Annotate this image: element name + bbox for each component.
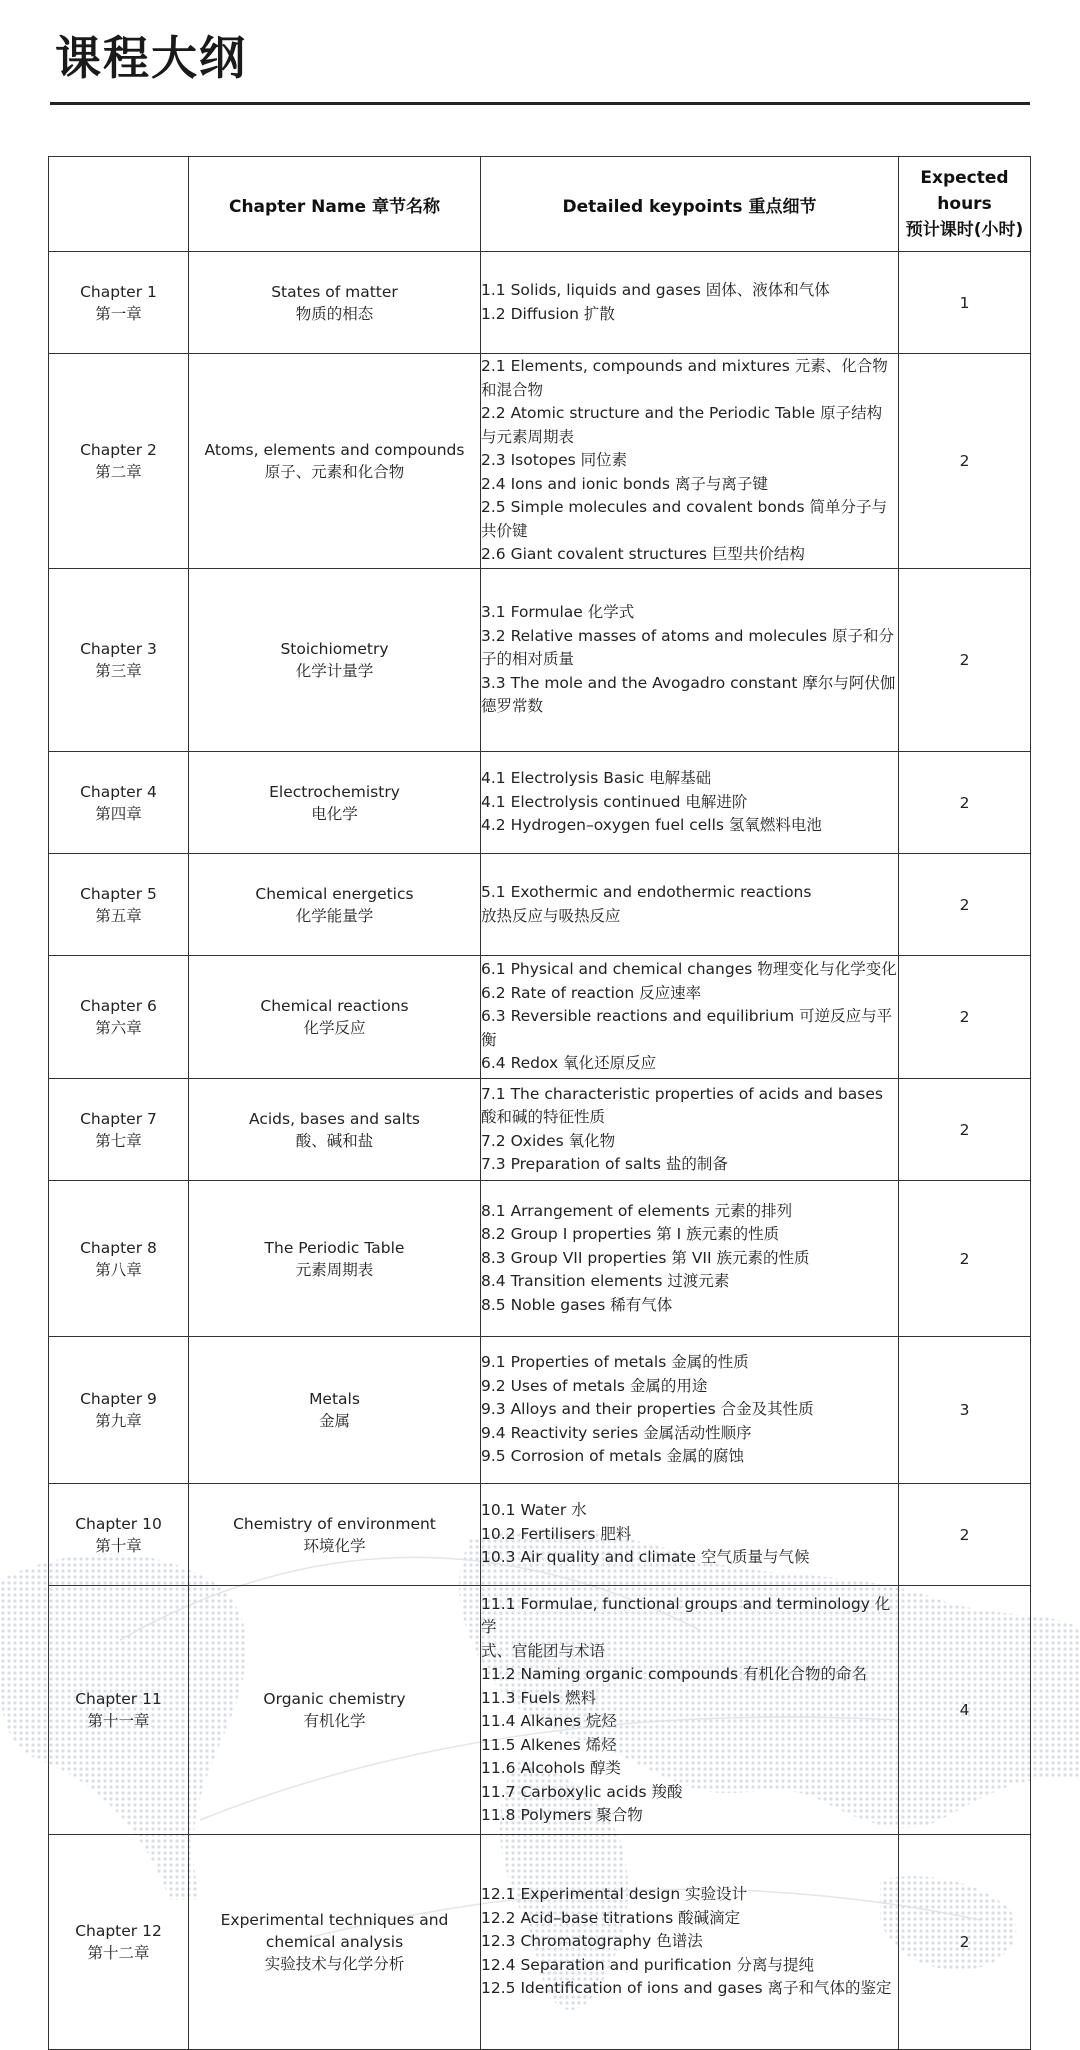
table-row [49, 1181, 1031, 1337]
chapter-name-text: 元素周期表 [295, 1260, 374, 1279]
keypoint-line: 共价键 [481, 521, 528, 540]
expected-hours-cell: 2 [899, 569, 1031, 752]
table-row [49, 1079, 1031, 1181]
keypoint-line: 2.1 Elements, compounds and mixtures 元素、化合物 [481, 357, 888, 376]
header-hours-line: 预计课时(小时) [905, 220, 1024, 240]
keypoint-line: 7.3 Preparation of salts 盐的制备 [481, 1155, 728, 1173]
table-row [49, 854, 1031, 956]
chapter-name-text: Electrochemistry [269, 782, 400, 801]
chapter-number-text: Chapter 11 [75, 1690, 162, 1708]
keypoint-line: 6.4 Redox 氧化还原反应 [481, 1054, 657, 1073]
keypoints-cell [481, 1484, 899, 1586]
chapter-number-cell [49, 569, 189, 752]
keypoint-line: 8.1 Arrangement of elements 元素的排列 [481, 1201, 793, 1220]
chapter-number-text: 第二章 [95, 463, 142, 481]
chapter-number-text: 第十一章 [87, 1712, 150, 1730]
keypoint-line: 德罗常数 [481, 697, 544, 716]
chapter-number-cell [49, 752, 189, 854]
table-row [49, 1484, 1031, 1586]
chapter-number-text: Chapter 8 [80, 1238, 157, 1257]
keypoint-line: 9.2 Uses of metals 金属的用途 [481, 1376, 708, 1395]
expected-hours-cell: 2 [899, 956, 1031, 1079]
chapter-name-text: Chemistry of environment [233, 1514, 436, 1533]
chapter-number-text: 第七章 [95, 1131, 142, 1150]
keypoint-line: 5.1 Exothermic and endothermic reactions [481, 883, 812, 901]
keypoint-line: 6.2 Rate of reaction 反应速率 [481, 983, 702, 1002]
keypoint-line: 子的相对质量 [481, 650, 575, 669]
keypoint-line: 9.4 Reactivity series 金属活动性顺序 [481, 1423, 752, 1442]
chapter-name-cell [189, 1337, 481, 1484]
keypoint-line: 1.1 Solids, liquids and gases 固体、液体和气体 [481, 281, 830, 299]
table-row [49, 1337, 1031, 1484]
keypoints-cell [481, 1835, 899, 2050]
keypoint-line: 11.1 Formulae, functional groups and terminology 化学 [481, 1594, 891, 1636]
chapter-name-text: 金属 [318, 1412, 350, 1430]
chapter-name-text: 化学计量学 [295, 662, 374, 680]
keypoint-line: 2.5 Simple molecules and covalent bonds 简单分子与 [481, 498, 887, 517]
chapter-number-text: Chapter 1 [80, 282, 157, 301]
chapter-number-text: Chapter 12 [75, 1922, 162, 1940]
expected-hours-cell: 3 [899, 1337, 1031, 1484]
chapter-number-cell [49, 956, 189, 1079]
keypoints-cell [481, 752, 899, 854]
keypoint-line: 4.2 Hydrogen–oxygen fuel cells 氢氧燃料电池 [481, 816, 822, 835]
chapter-name-cell [189, 354, 481, 569]
page-title: 课程大纲 [55, 31, 247, 85]
keypoint-line: 10.1 Water 水 [481, 1501, 587, 1520]
chapter-name-cell [189, 1484, 481, 1586]
chapter-name-text: 实验技术与化学分析 [264, 1955, 405, 1973]
keypoint-line: 11.4 Alkanes 烷烃 [481, 1712, 617, 1730]
chapter-number-cell [49, 1337, 189, 1484]
header-chapter-cell [49, 157, 189, 252]
chapter-number-text: Chapter 10 [75, 1514, 162, 1533]
header-keypoints: Detailed keypoints 重点细节 [481, 157, 899, 252]
title-divider [50, 102, 1030, 105]
table-row [49, 1835, 1031, 2050]
keypoint-line: 11.5 Alkenes 烯烃 [481, 1735, 617, 1754]
keypoint-line: 2.2 Atomic structure and the Periodic Table 原子结构 [481, 404, 883, 423]
keypoint-line: 11.7 Carboxylic acids 羧酸 [481, 1782, 683, 1801]
chapter-name-cell [189, 1586, 481, 1835]
keypoint-line: 酸和碱的特征性质 [481, 1108, 606, 1126]
chapter-number-text: 第十二章 [87, 1944, 150, 1962]
table-row [49, 569, 1031, 752]
chapter-number-text: Chapter 9 [80, 1390, 157, 1408]
keypoint-line: 1.2 Diffusion 扩散 [481, 304, 615, 323]
chapter-number-text: Chapter 3 [80, 640, 157, 658]
keypoint-line: 3.3 The mole and the Avogadro constant 摩尔与阿伏伽 [481, 673, 896, 692]
keypoint-line: 4.1 Electrolysis Basic 电解基础 [481, 769, 712, 788]
table-row [49, 956, 1031, 1079]
keypoint-line: 12.2 Acid–base titrations 酸碱滴定 [481, 1908, 741, 1927]
keypoint-line: 9.3 Alloys and their properties 合金及其性质 [481, 1400, 814, 1419]
chapter-name-text: 环境化学 [303, 1536, 366, 1555]
keypoint-line: 3.2 Relative masses of atoms and molecules 原子和分 [481, 626, 895, 645]
keypoints-cell [481, 1586, 899, 1835]
keypoint-line: 8.2 Group I properties 第 I 族元素的性质 [481, 1225, 780, 1244]
keypoint-line: 3.1 Formulae 化学式 [481, 603, 635, 622]
chapter-name-text: 化学能量学 [295, 906, 374, 925]
chapter-number-text: Chapter 7 [80, 1109, 157, 1128]
chapter-name-text: Chemical reactions [260, 997, 409, 1015]
header-hours-line: hours [937, 194, 992, 214]
keypoint-line: 12.5 Identification of ions and gases 离子和气体的鉴定 [481, 1979, 892, 1998]
table-row [49, 752, 1031, 854]
keypoint-line: 11.6 Alcohols 醇类 [481, 1759, 621, 1777]
keypoints-cell [481, 1337, 899, 1484]
chapter-name-text: 有机化学 [303, 1712, 366, 1730]
keypoints-cell [481, 854, 899, 956]
chapter-name-cell [189, 956, 481, 1079]
keypoint-line: 8.4 Transition elements 过渡元素 [481, 1272, 730, 1291]
chapter-name-text: Acids, bases and salts [249, 1109, 420, 1128]
chapter-name-text: States of matter [271, 282, 398, 301]
chapter-name-text: Atoms, elements and compounds [204, 441, 465, 459]
keypoint-line: 2.4 Ions and ionic bonds 离子与离子键 [481, 474, 768, 493]
chapter-number-cell [49, 854, 189, 956]
chapter-number-text: Chapter 6 [80, 997, 157, 1015]
header-expected-hours [899, 157, 1031, 252]
keypoint-line: 12.4 Separation and purification 分离与提纯 [481, 1955, 814, 1974]
keypoint-line: 6.1 Physical and chemical changes 物理变化与化学变化 [481, 960, 897, 979]
table-row [49, 252, 1031, 354]
chapter-name-text: chemical analysis [265, 1933, 404, 1951]
chapter-number-text: 第八章 [95, 1260, 142, 1279]
chapter-name-cell [189, 1079, 481, 1181]
keypoint-line: 10.2 Fertilisers 肥料 [481, 1524, 632, 1543]
keypoint-line: 7.1 The characteristic properties of acids and bases [481, 1084, 883, 1103]
expected-hours-cell: 2 [899, 752, 1031, 854]
chapter-number-text: 第六章 [95, 1019, 142, 1037]
keypoint-line: 10.3 Air quality and climate 空气质量与气候 [481, 1548, 810, 1567]
keypoint-line: 11.3 Fuels 燃料 [481, 1688, 597, 1707]
expected-hours-cell: 2 [899, 1484, 1031, 1586]
chapter-number-text: Chapter 2 [80, 441, 157, 459]
chapter-number-text: Chapter 4 [80, 782, 157, 801]
table-row [49, 354, 1031, 569]
keypoint-line: 4.1 Electrolysis continued 电解进阶 [481, 792, 748, 811]
keypoint-line: 11.8 Polymers 聚合物 [481, 1806, 643, 1824]
keypoints-cell [481, 956, 899, 1079]
expected-hours-cell: 1 [899, 252, 1031, 354]
table-header-row [49, 157, 1031, 252]
chapter-number-text: 第四章 [95, 804, 142, 823]
keypoints-cell [481, 252, 899, 354]
keypoint-line: 8.5 Noble gases 稀有气体 [481, 1295, 673, 1314]
chapter-number-text: 第三章 [95, 662, 142, 680]
expected-hours-cell: 2 [899, 1181, 1031, 1337]
chapter-name-cell [189, 1835, 481, 2050]
chapter-name-text: Chemical energetics [255, 884, 414, 903]
keypoints-cell [481, 354, 899, 569]
keypoint-line: 2.3 Isotopes 同位素 [481, 451, 628, 470]
keypoint-line: 2.6 Giant covalent structures 巨型共价结构 [481, 545, 805, 564]
chapter-name-text: The Periodic Table [264, 1238, 405, 1257]
chapter-number-cell [49, 1484, 189, 1586]
keypoint-line: 式、官能团与术语 [481, 1641, 606, 1660]
chapter-name-text: Organic chemistry [263, 1690, 406, 1708]
chapter-number-cell [49, 1181, 189, 1337]
keypoint-line: 12.1 Experimental design 实验设计 [481, 1885, 748, 1904]
chapter-number-text: 第一章 [95, 304, 142, 323]
chapter-name-text: Metals [309, 1390, 360, 1408]
chapter-number-cell [49, 354, 189, 569]
chapter-number-text: 第十章 [95, 1536, 142, 1555]
keypoint-line: 6.3 Reversible reactions and equilibrium 可逆反应与平 [481, 1007, 893, 1026]
expected-hours-cell: 2 [899, 854, 1031, 956]
header-chapter-name: Chapter Name 章节名称 [189, 157, 481, 252]
keypoint-line: 和混合物 [481, 380, 544, 399]
chapter-name-cell [189, 854, 481, 956]
chapter-name-cell [189, 569, 481, 752]
chapter-number-cell [49, 1586, 189, 1835]
keypoints-cell [481, 1181, 899, 1337]
expected-hours-cell: 2 [899, 1079, 1031, 1181]
chapter-name-text: 酸、碱和盐 [295, 1131, 374, 1150]
chapter-number-cell [49, 252, 189, 354]
expected-hours-cell: 2 [899, 1835, 1031, 2050]
keypoint-line: 9.1 Properties of metals 金属的性质 [481, 1353, 749, 1372]
chapter-number-cell [49, 1835, 189, 2050]
expected-hours-cell: 2 [899, 354, 1031, 569]
chapter-name-text: 物质的相态 [295, 304, 374, 323]
chapter-name-text: Stoichiometry [280, 640, 389, 658]
keypoints-cell [481, 569, 899, 752]
chapter-name-text: 化学反应 [303, 1019, 366, 1037]
chapter-name-text: 电化学 [311, 804, 358, 823]
chapter-number-text: 第五章 [95, 906, 142, 925]
keypoint-line: 9.5 Corrosion of metals 金属的腐蚀 [481, 1447, 745, 1466]
table-row [49, 1586, 1031, 1835]
chapter-number-text: 第九章 [95, 1412, 142, 1430]
keypoint-line: 放热反应与吸热反应 [481, 906, 621, 925]
chapter-name-text: 原子、元素和化合物 [264, 463, 405, 481]
keypoint-line: 12.3 Chromatography 色谱法 [481, 1932, 703, 1951]
chapter-name-cell [189, 752, 481, 854]
keypoint-line: 7.2 Oxides 氧化物 [481, 1131, 616, 1150]
keypoint-line: 衡 [481, 1030, 497, 1049]
chapter-name-cell [189, 252, 481, 354]
chapter-number-cell [49, 1079, 189, 1181]
keypoint-line: 11.2 Naming organic compounds 有机化合物的命名 [481, 1665, 867, 1683]
chapter-number-text: Chapter 5 [80, 884, 157, 903]
keypoints-cell [481, 1079, 899, 1181]
chapter-name-text: Experimental techniques and [220, 1911, 449, 1929]
header-hours-line: Expected [920, 168, 1009, 188]
syllabus-table [48, 156, 1031, 2050]
chapter-name-cell [189, 1181, 481, 1337]
keypoint-line: 与元素周期表 [481, 427, 575, 446]
keypoint-line: 8.3 Group VII properties 第 VII 族元素的性质 [481, 1248, 810, 1267]
expected-hours-cell: 4 [899, 1586, 1031, 1835]
